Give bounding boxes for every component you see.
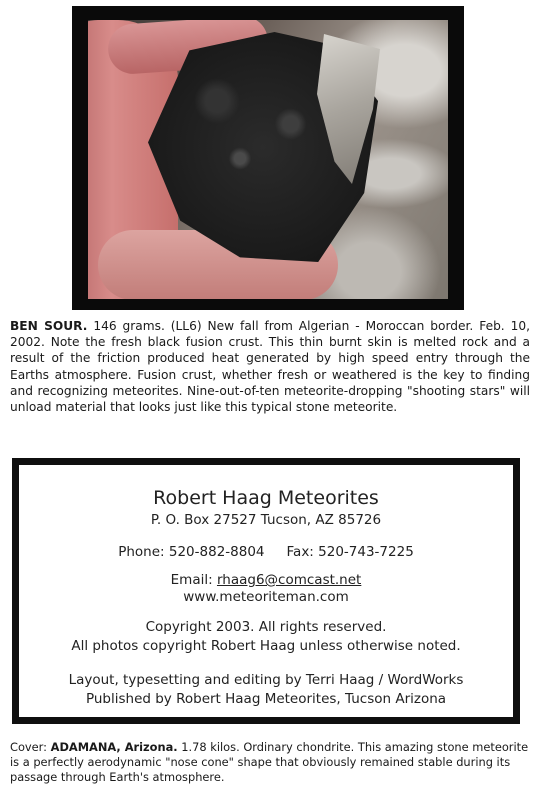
fax-number: Fax: 520-743-7225 [286,544,414,560]
company-name: Robert Haag Meteorites [153,487,379,509]
contact-numbers [19,544,513,560]
email-line [19,572,513,588]
caption-title: BEN SOUR. [10,319,88,333]
photo-frame [72,6,464,310]
email-label: Email: [170,572,213,588]
cover-text: 1.78 kilos. Ordinary chondrite. This amazing stone meteorite is a perfectly aerodynamic "nose cone" shape that obviously remained stable during its passage through Earth's atmosphere. [10,740,529,784]
meteorite-photo [88,20,448,299]
website-link[interactable]: www.meteoriteman.com [183,589,349,605]
publisher-info-box [12,458,520,724]
photo-caption [10,318,530,415]
phone-number: Phone: 520-882-8804 [118,544,265,560]
photo-copyright-note: All photos copyright Robert Haag unless otherwise noted. [71,638,461,654]
cover-caption [10,740,530,785]
email-link[interactable]: rhaag6@comcast.net [216,572,362,588]
caption-text: 146 grams. (LL6) New fall from Algerian - Moroccan border. Feb. 10, 2002. Note the fresh black fusion crust. This thin burnt skin is melted rock and a result of the friction produced heat generated by high speed entry through the Earths atmosphere. Fusion crust, whether fresh or weathered is the key to finding and recognizing meteorites. Nine-out-of-ten meteorite-dropping "shooting stars" will unload material that looks just like this typical stone meteorite. [10,319,530,415]
publisher-line: Published by Robert Haag Meteorites, Tucson Arizona [85,691,447,707]
cover-label: Cover: [10,740,47,754]
cover-title: ADAMANA, Arizona. [50,740,178,754]
layout-credit: Layout, typesetting and editing by Terri Haag / WordWorks [68,672,464,688]
postal-address: P. O. Box 27527 Tucson, AZ 85726 [150,512,382,528]
copyright-notice: Copyright 2003. All rights reserved. [145,619,387,635]
